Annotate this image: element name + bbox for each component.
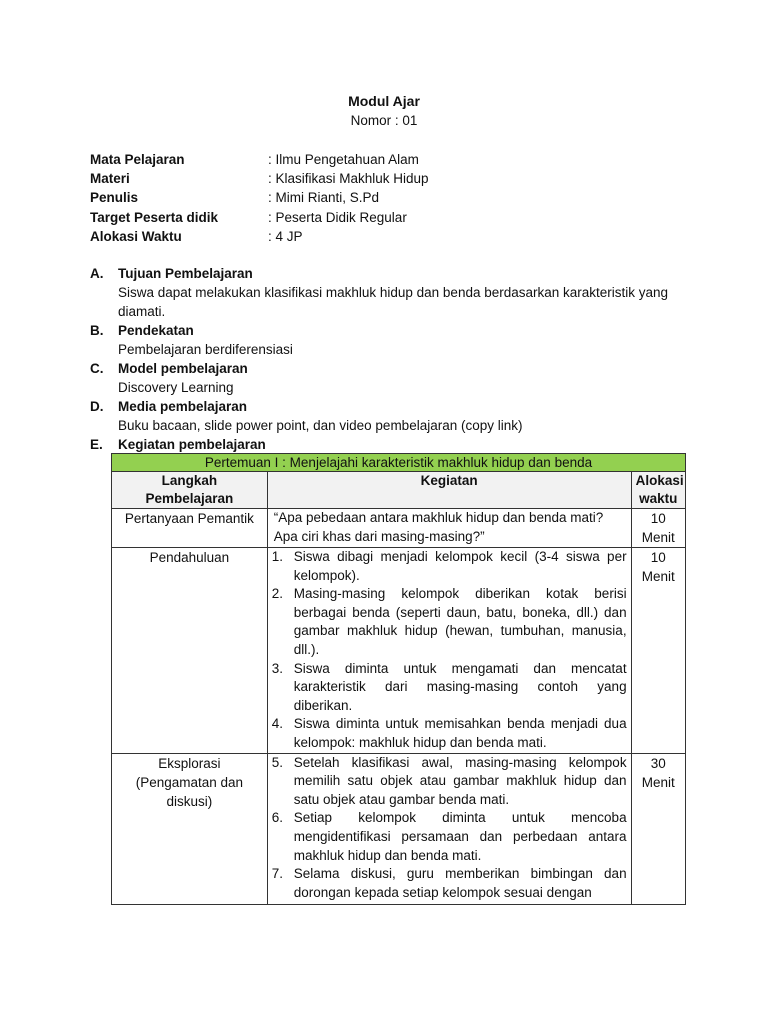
section-body: Discovery Learning: [118, 380, 234, 395]
activities-table: [111, 453, 686, 905]
section-heading: Model pembelajaran: [118, 361, 248, 376]
meta-label: Mata Pelajaran: [90, 152, 185, 168]
item-text: Masing-masing kelompok diberikan kotak berisi berbagai benda (seperti daun, batu, boneka, dll.) dan gambar makhluk hidup (hewan, tumbuhan, manusia, dll.).: [293, 586, 627, 657]
document-title: Modul Ajar: [348, 93, 420, 109]
meeting-title: Pertemuan I : Menjelajahi karakteristik makhluk hidup dan benda: [112, 454, 686, 472]
item-number: 2.: [271, 586, 284, 602]
item-number: 3.: [271, 660, 284, 676]
alloc-cell: 30 Menit: [631, 753, 685, 904]
meta-value: : Klasifikasi Makhluk Hidup: [268, 171, 429, 187]
item-text: Selama diskusi, guru memberikan bimbingan dan dorongan kepada setiap kelompok sesuai dengan: [293, 866, 627, 900]
meeting-row: [112, 454, 686, 472]
section-letter: C.: [90, 361, 104, 376]
step-cell: Pertanyaan Pemantik: [112, 509, 268, 548]
item-text: Setelah klasifikasi awal, masing-masing kelompok memilih satu objek atau gambar makhluk hidup dan satu objek atau gambar benda mati.: [293, 754, 627, 807]
alloc-cell: 10 Menit: [631, 548, 685, 754]
section-body: Buku bacaan, slide power point, dan video pembelajaran (copy link): [118, 418, 523, 433]
table-row: [112, 548, 686, 754]
item-number: 5.: [271, 754, 284, 770]
section-media: [90, 397, 690, 435]
activity-list: [272, 754, 627, 900]
meta-value: : 4 JP: [268, 228, 303, 244]
section-letter: B.: [90, 323, 104, 338]
meta-row-author: [90, 188, 429, 207]
table-row: [112, 509, 686, 548]
sections: [90, 264, 690, 454]
section-body: Siswa dapat melakukan klasifikasi makhluk hidup dan benda berdasarkan karakteristik yang diamati.: [118, 285, 669, 319]
section-objective: [90, 264, 690, 321]
meta-label: Penulis: [90, 190, 139, 206]
list-item: [272, 548, 627, 585]
item-text: Siswa diminta untuk mengamati dan mencatat karakteristik dari masing-masing contoh yang diberikan.: [293, 660, 627, 713]
meta-value: : Ilmu Pengetahuan Alam: [268, 152, 419, 168]
item-text: Setiap kelompok diminta untuk mencoba mengidentifikasi persamaan dan perbedaan antara makhluk hidup dan benda mati.: [293, 810, 627, 863]
list-item: [272, 809, 627, 865]
module-info: [90, 150, 429, 246]
activity-cell: [267, 753, 631, 904]
item-text: Siswa dibagi menjadi kelompok kecil (3-4 siswa per kelompok).: [293, 549, 627, 583]
activity-cell: “Apa pebedaan antara makhluk hidup dan benda mati? Apa ciri khas dari masing-masing?”: [267, 509, 631, 548]
meta-row-target: [90, 208, 429, 227]
meta-value: : Mimi Rianti, S.Pd: [268, 190, 380, 206]
section-heading: Kegiatan pembelajaran: [118, 437, 266, 452]
item-number: 4.: [271, 716, 284, 732]
activity-list: [272, 548, 627, 753]
table-header-row: [112, 472, 686, 509]
section-letter: A.: [90, 266, 104, 281]
section-letter: E.: [90, 437, 103, 452]
section-model: [90, 359, 690, 397]
item-number: 1.: [271, 549, 284, 564]
section-body: Pembelajaran berdiferensiasi: [118, 342, 293, 357]
item-text: Siswa diminta untuk memisahkan benda menjadi dua kelompok: makhluk hidup dan benda mati.: [293, 716, 627, 750]
list-item: [272, 754, 627, 810]
meta-row-material: [90, 169, 429, 188]
section-letter: D.: [90, 399, 104, 414]
document-number: Nomor : 01: [350, 113, 418, 128]
list-item: [272, 715, 627, 752]
header-step: Langkah Pembelajaran: [112, 472, 268, 509]
step-cell: Eksplorasi (Pengamatan dan diskusi): [112, 753, 268, 904]
list-item: [272, 660, 627, 716]
meta-row-time: [90, 227, 429, 246]
list-item: [272, 585, 627, 659]
item-number: 7.: [271, 866, 284, 882]
section-heading: Tujuan Pembelajaran: [118, 266, 253, 281]
list-item: [272, 865, 627, 899]
section-approach: [90, 321, 690, 359]
meta-label: Target Peserta didik: [90, 209, 219, 225]
alloc-cell: 10 Menit: [631, 509, 685, 548]
table-row: [112, 753, 686, 904]
meta-label: Materi: [90, 171, 130, 187]
meta-row-subject: [90, 150, 429, 169]
step-cell: Pendahuluan: [112, 548, 268, 754]
meta-label: Alokasi Waktu: [90, 228, 182, 244]
section-activities: [90, 435, 690, 454]
section-heading: Media pembelajaran: [118, 399, 248, 414]
header-alloc: Alokasi waktu: [631, 472, 685, 509]
meta-value: : Peserta Didik Regular: [268, 209, 407, 225]
header-activity: Kegiatan: [267, 472, 631, 509]
section-heading: Pendekatan: [118, 323, 194, 338]
activity-cell: [267, 548, 631, 754]
item-number: 6.: [271, 810, 284, 826]
